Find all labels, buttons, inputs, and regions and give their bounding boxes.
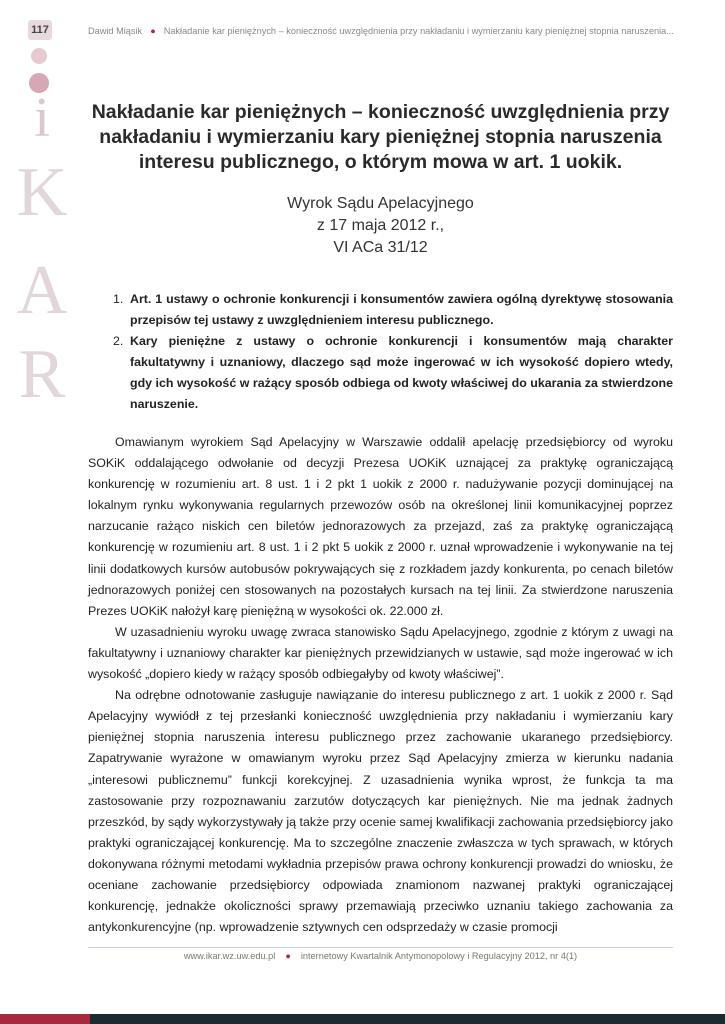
bottom-dark-bar <box>90 1014 725 1024</box>
judgment-reference <box>88 193 673 259</box>
thesis-item <box>113 331 673 415</box>
thesis-item <box>113 289 673 331</box>
logo-letter-i: i <box>34 87 50 149</box>
thesis-number: 1. <box>113 292 124 306</box>
header-author: Dawid Miąsik <box>88 26 143 36</box>
theses-list <box>113 289 673 415</box>
header-running-title: Nakładanie kar pieniężnych – konieczność uwzględnienia przy nakładaniu i wymierzaniu kary pieniężnej stopnia naruszenia... <box>163 26 674 36</box>
logo-letter-a: A <box>16 252 68 329</box>
thesis-number: 2. <box>113 334 124 348</box>
logo-letter-r: R <box>18 336 66 413</box>
logo-dot-small <box>31 48 47 64</box>
page-footer <box>88 951 673 961</box>
body-paragraph: W uzasadnieniu wyroku uwagę zwraca stanowisko Sądu Apelacyjnego, zgodnie z którym z uwagi na fakultatywny i uznaniowy charakter kar pieniężnych przewidzianych w ustawie, sąd może ingerować w ich wysokość „dopiero kiedy w rażący sposób odbiegałyby od kwoty właściwej”. <box>88 624 673 682</box>
footer-divider <box>88 947 673 948</box>
body-paragraph: Omawianym wyrokiem Sąd Apelacyjny w Warszawie oddalił apelację przedsiębiorcy od wyroku SOKiK oddalającego odwołanie od decyzji Prezesa UOKiK uznającej za praktykę ograniczającą konkurencję w rozumieniu art. 8 ust. 1 i 2 pkt 1 uokik z 2000 r. nadużywanie pozycji dominującej na lokalnym rynku wykonywania regularnych przewozów osób na określonej linii komunikacyjnej poprzez narzucanie rażąco niskich cen biletów jednorazowych za przejazd, zaś za praktykę ograniczającą konkurencję w rozumieniu art. 8 ust. 1 i 2 pkt 5 uokik z 2000 r. uznał wprowadzenie i wykonywanie na tej linii dodatkowych kursów autobusów pokrywających się z rozkładem jazdy konkurenta, po cenach biletów jednorazowych poniżej cen stosowanych na pozostałych kursach na tej linii. Za stwierdzone naruszenia Prezes UOKiK nałożył karę pieniężną w wysokości ok. 22.000 zł. <box>88 435 673 618</box>
body-paragraph: Na odrębne odnotowanie zasługuje nawiązanie do interesu publicznego z art. 1 uokik z 2000 r. Sąd Apelacyjny wywiódł z tej przesłanki konieczność uwzględnienia przy nakładaniu i wymierzaniu kary pieniężnej stopnia naruszenia interesu publicznego przez zachowanie ukaranego przedsiębiorcy. Zapatrywanie wyrażone w omawianym wyroku przez Sąd Apelacyjny zmierza w kierunku nadania „interesowi publicznemu” funkcji korekcyjnej. Z uzasadnienia wynika wprost, że funkcja ta ma zastosowanie przy rozpoznawaniu zarzutów dotyczących kar pieniężnych. Nie ma jednak żadnych przeszkód, by sądy wykorzystywały ją także przy ocenie samej kwalifikacji zachowania przedsiębiorcy jako praktyki ograniczającej konkurencję. Ma to szczególne znaczenie zwłaszcza w tych sprawach, w których dokonywana różnymi metodami wykładnia przepisów prawa ochrony konkurencji prowadzi do wniosku, że oceniane zachowanie przedsiębiorcy odpowiada znamionom nazwanej praktyki ograniczającej konkurencję, jednakże okoliczności sprawy przemawiają przeciwko uznaniu takiego zachowania za antykonkurencyjne (np. wprowadzenie sztywnych cen odsprzedaży w czasie promocji <box>88 688 673 935</box>
article-title: Nakładanie kar pieniężnych – konieczność uwzględnienia przy nakładaniu i wymierzaniu kary pieniężnej stopnia naruszenia interesu publicznego, o którym mowa w art. 1 uokik. <box>91 101 670 173</box>
thesis-text: Art. 1 ustawy o ochronie konkurencji i konsumentów zawiera ogólną dyrektywę stosowania przepisów tej ustawy z uwzględnieniem interesu publicznego. <box>130 292 673 327</box>
footer-journal: internetowy Kwartalnik Antymonopolowy i Regulacyjny 2012, nr 4(1) <box>300 951 578 961</box>
article-body <box>88 432 673 938</box>
bottom-accent-bar <box>0 1014 90 1024</box>
thesis-text: Kary pieniężne z ustawy o ochronie konkurencji i konsumentów mają charakter fakultatywny i uznaniowy, dlaczego sąd może ingerować w ich wysokość dopiero wtedy, gdy ich wysokość w rażący sposób odbiega od kwoty właściwej do ukarania za stwierdzone naruszenie. <box>130 334 673 411</box>
footer-bullet-icon: ● <box>285 951 291 961</box>
case-number: VI ACa 31/12 <box>333 239 428 256</box>
court-name: Wyrok Sądu Apelacyjnego <box>287 195 474 212</box>
judgment-date: z 17 maja 2012 r., <box>316 217 445 234</box>
page-number: 117 <box>28 20 52 40</box>
running-header <box>88 26 688 36</box>
footer-url: www.ikar.wz.uw.edu.pl <box>183 951 276 961</box>
header-bullet-icon: ● <box>150 26 156 36</box>
logo-letter-k: K <box>16 154 68 231</box>
